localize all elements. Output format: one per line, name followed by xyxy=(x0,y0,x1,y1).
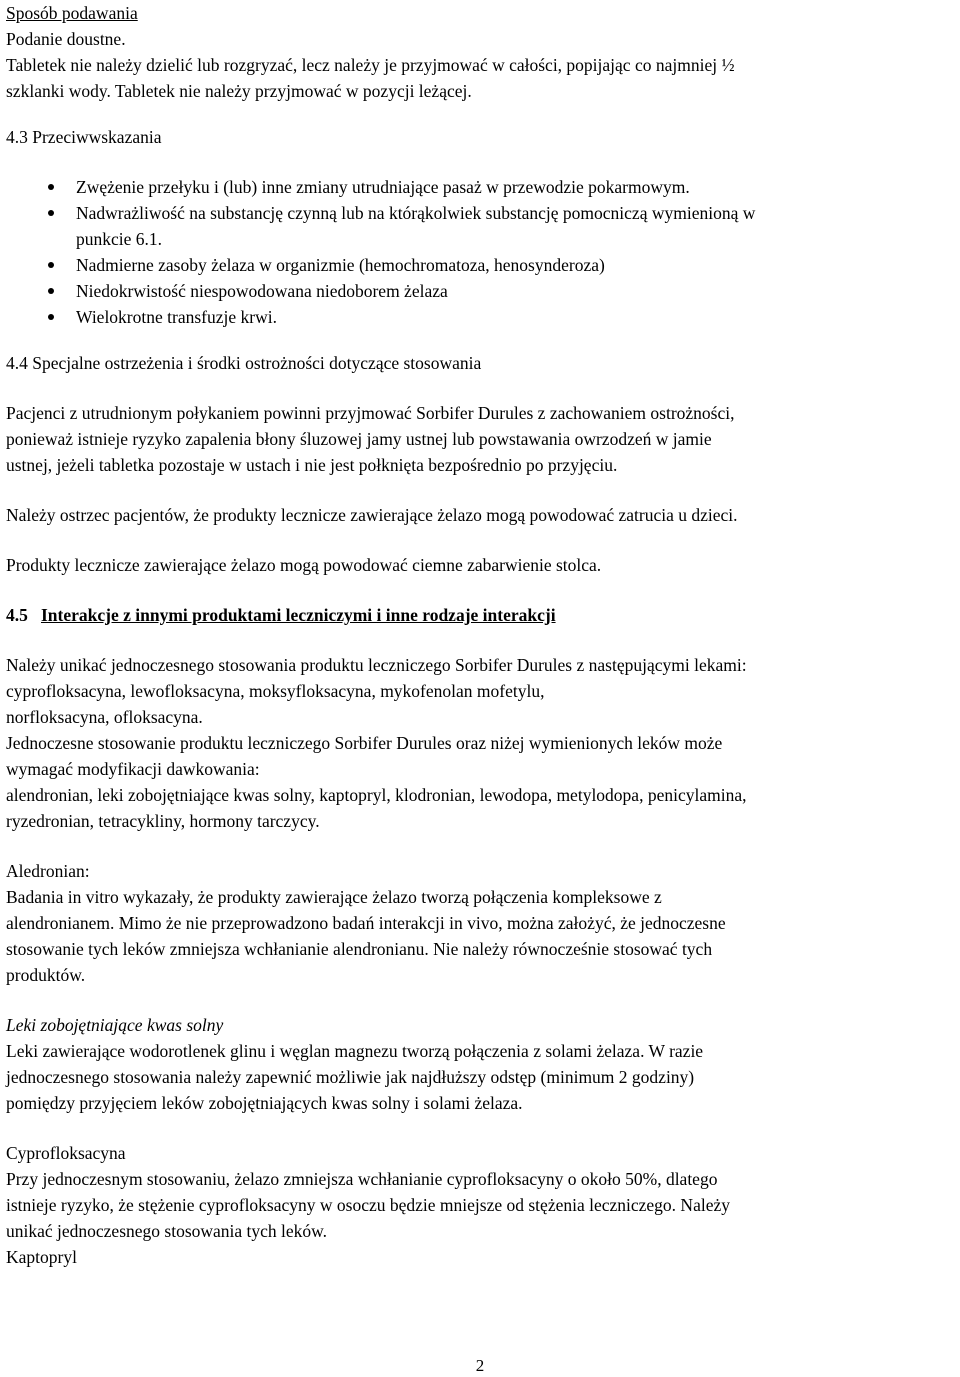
paragraph-line: Leki zawierające wodorotlenek glinu i węglan magnezu tworzą połączenia z solami żelaza. W razie xyxy=(6,1041,704,1061)
paragraph-line: pomiędzy przyjęciem leków zobojętniających kwas solny i solami żelaza. xyxy=(6,1093,523,1113)
section-title: Interakcje z innymi produktami leczniczymi i inne rodzaje interakcji xyxy=(41,605,556,625)
section-heading xyxy=(6,602,958,628)
section-4-4 xyxy=(6,350,958,578)
list-item: Niedokrwistość niespowodowana niedoborem żelaza xyxy=(6,278,958,304)
paragraph-line: ustnej, jeżeli tabletka pozostaje w ustach i nie jest połknięta bezpośrednio po przyjęciu. xyxy=(6,455,618,475)
paragraph-line: norfloksacyna, ofloksacyna. xyxy=(6,707,203,727)
section-number: 4.5 xyxy=(6,605,28,625)
paragraph-line: istnieje ryzyko, że stężenie cyprofloksacyny w osoczu będzie mniejsze od stężenia leczniczego. Należy xyxy=(6,1195,730,1215)
list-item: Zwężenie przełyku i (lub) inne zmiany utrudniające pasaż w przewodzie pokarmowym. xyxy=(6,174,958,200)
section-4-5 xyxy=(6,602,958,1270)
subsection-title: Cyprofloksacyna xyxy=(6,1143,126,1163)
document-page xyxy=(6,0,958,1270)
subsection-title: Aledronian: xyxy=(6,861,90,881)
list-item-text: punkcie 6.1. xyxy=(76,229,163,249)
paragraph-line: Produkty lecznicze zawierające żelazo mogą powodować ciemne zabarwienie stolca. xyxy=(6,555,602,575)
paragraph-line: Pacjenci z utrudnionym połykaniem powinni przyjmować Sorbifer Durules z zachowaniem ostrożności, xyxy=(6,403,735,423)
section-heading: Sposób podawania xyxy=(6,3,138,23)
paragraph-line: Badania in vitro wykazały, że produkty zawierające żelazo tworzą połączenia kompleksowe z xyxy=(6,887,662,907)
paragraph-line: stosowanie tych leków zmniejsza wchłanianie alendronianu. Nie należy równocześnie stosować tych xyxy=(6,939,713,959)
section-sposob-podawania xyxy=(6,0,958,104)
paragraph-line: cyprofloksacyna, lewofloksacyna, moksyfloksacyna, mykofenolan mofetylu, xyxy=(6,681,545,701)
paragraph-line: alendronian, leki zobojętniające kwas solny, kaptopryl, klodronian, lewodopa, metylodopa, penicylamina, xyxy=(6,785,747,805)
paragraph-line: Przy jednoczesnym stosowaniu, żelazo zmniejsza wchłanianie cyprofloksacyny o około 50%, dlatego xyxy=(6,1169,718,1189)
paragraph-line: unikać jednoczesnego stosowania tych leków. xyxy=(6,1221,328,1241)
list-item: Wielokrotne transfuzje krwi. xyxy=(6,304,958,330)
list-item: Nadwrażliwość na substancję czynną lub na którąkolwiek substancję pomocniczą wymienioną w xyxy=(6,200,958,226)
paragraph-line: ponieważ istnieje ryzyko zapalenia błony śluzowej jamy ustnej lub powstawania owrzodzeń w jamie xyxy=(6,429,712,449)
paragraph-line: Należy ostrzec pacjentów, że produkty lecznicze zawierające żelazo mogą powodować zatrucia u dzieci. xyxy=(6,505,738,525)
subsection-title: Kaptopryl xyxy=(6,1247,77,1267)
paragraph-line: Należy unikać jednoczesnego stosowania produktu leczniczego Sorbifer Durules z następującymi lekami: xyxy=(6,655,747,675)
section-heading: 4.3 Przeciwwskazania xyxy=(6,127,162,147)
page-number: 2 xyxy=(475,1356,485,1375)
paragraph-line: Jednoczesne stosowanie produktu leczniczego Sorbifer Durules oraz niżej wymienionych leków może xyxy=(6,733,723,753)
paragraph-line: jednoczesnego stosowania należy zapewnić możliwie jak najdłuższy odstęp (minimum 2 godziny) xyxy=(6,1067,695,1087)
paragraph-line: produktów. xyxy=(6,965,86,985)
paragraph-line: wymagać modyfikacji dawkowania: xyxy=(6,759,260,779)
paragraph-line: ryzedronian, tetracykliny, hormony tarczycy. xyxy=(6,811,320,831)
list-item: Nadmierne zasoby żelaza w organizmie (hemochromatoza, henosynderoza) xyxy=(6,252,958,278)
contraindications-list xyxy=(6,174,958,330)
paragraph-line: alendronianem. Mimo że nie przeprowadzono badań interakcji in vivo, można założyć, że jednoczesne xyxy=(6,913,726,933)
paragraph-line: szklanki wody. Tabletek nie należy przyjmować w pozycji leżącej. xyxy=(6,81,472,101)
paragraph-line: Tabletek nie należy dzielić lub rozgryzać, lecz należy je przyjmować w całości, popijając co najmniej ½ xyxy=(6,55,735,75)
subsection-title: Leki zobojętniające kwas solny xyxy=(6,1015,224,1035)
list-item-continuation xyxy=(6,226,958,252)
paragraph-line: Podanie doustne. xyxy=(6,29,126,49)
section-heading: 4.4 Specjalne ostrzeżenia i środki ostrożności dotyczące stosowania xyxy=(6,353,482,373)
section-4-3 xyxy=(6,124,958,330)
